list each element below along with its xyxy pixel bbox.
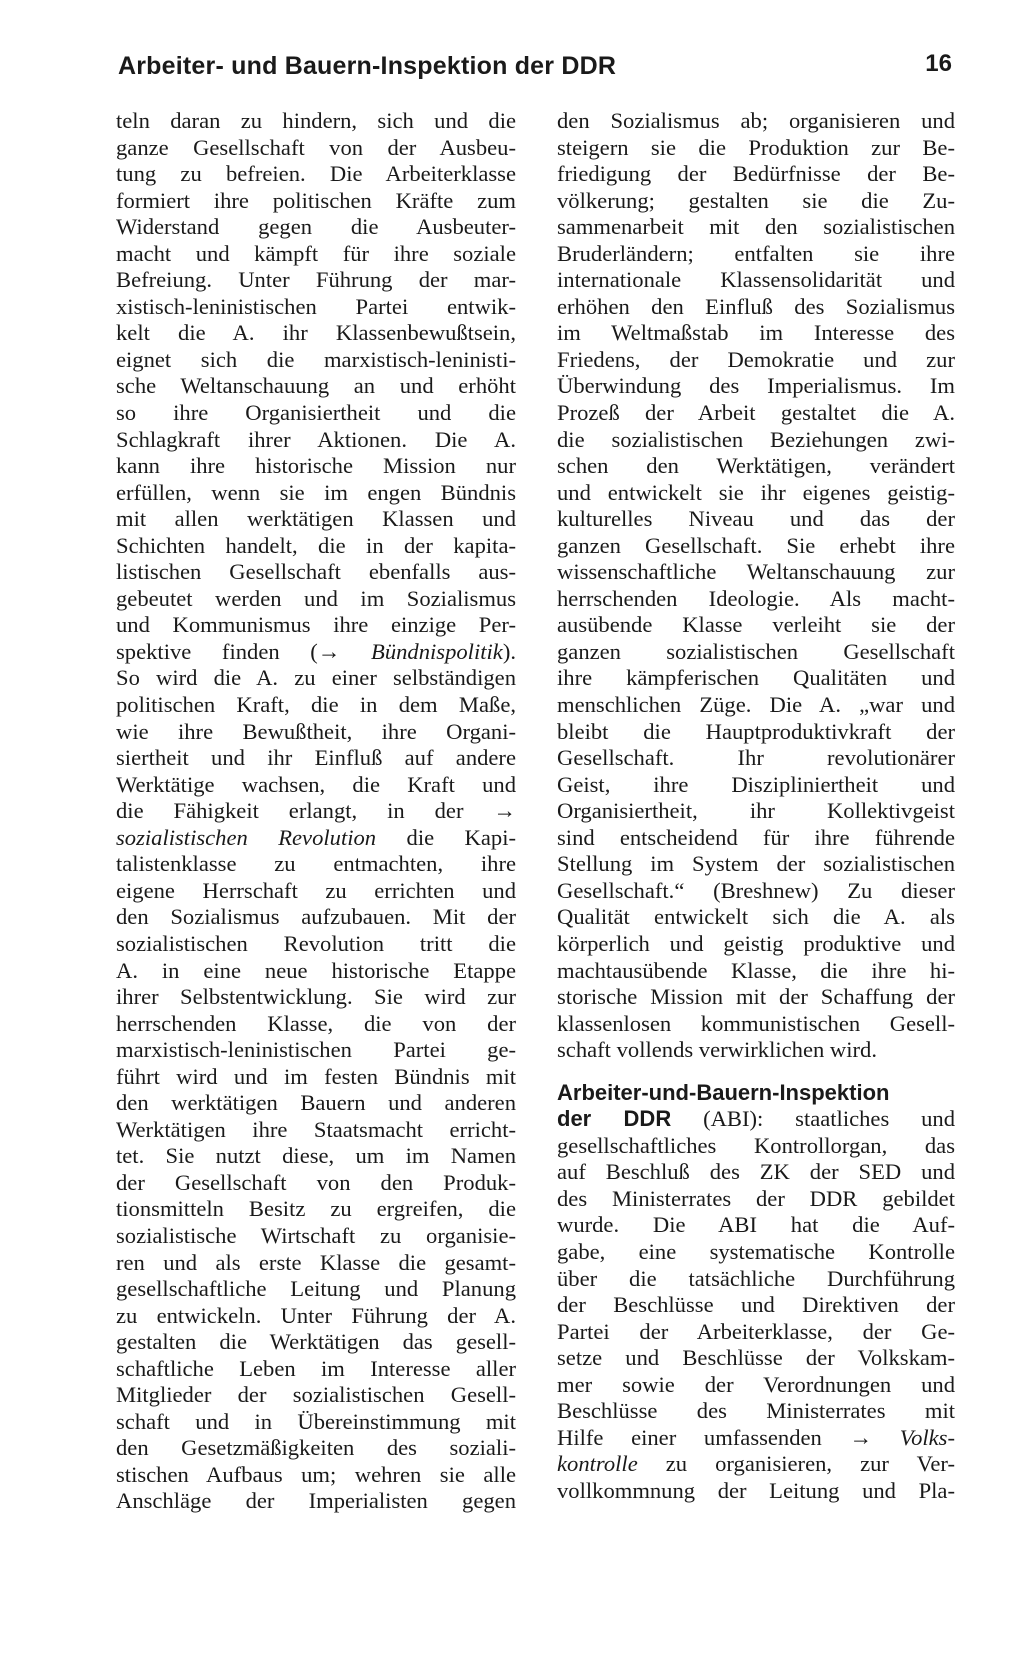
text-line: den Gesetzmäßigkeiten des soziali- — [116, 1435, 516, 1461]
text-line: Schlagkraft ihrer Aktionen. Die A. — [116, 426, 516, 452]
text-line: sozialistische Wirtschaft zu organisie- — [116, 1222, 516, 1248]
text-line: herrschenden Klasse, die von der — [116, 1010, 516, 1036]
text-line — [116, 639, 516, 666]
text-line: storische Mission mit der Schaffung der — [557, 984, 955, 1010]
text-line: vollkommnung der Leitung und Pla- — [557, 1477, 955, 1503]
text-line: erhöhen den Einfluß des Sozialismus — [557, 293, 955, 319]
text-line: tung zu befreien. Die Arbeiterklasse — [116, 161, 516, 187]
text-line: xistisch-leninistischen Partei entwik- — [116, 293, 516, 319]
text-line: bleibt die Hauptproduktivkraft der — [557, 718, 955, 744]
text-line: tionsmitteln Besitz zu ergreifen, die — [116, 1196, 516, 1222]
text-line: Überwindung des Imperialismus. Im — [557, 373, 955, 399]
text-line: eignet sich die marxistisch-leninisti- — [116, 346, 516, 372]
text-line: gesellschaftliches Kontrollorgan, das — [557, 1132, 955, 1158]
cross-reference: Bündnispolitik — [371, 638, 503, 664]
text-line: kulturelles Niveau und das der — [557, 506, 955, 532]
text-line: teln daran zu hindern, sich und die — [116, 108, 516, 133]
entry-headword: Arbeiter-und-Bauern-Inspektion — [557, 1079, 890, 1105]
text-line: den Sozialismus aufzubauen. Mit der — [116, 904, 516, 930]
text-line: und entwickelt sie ihr eigenes geistig- — [557, 479, 955, 505]
right-text-column — [557, 108, 955, 1504]
text-line: ganzen Gesellschaft. Sie erhebt ihre — [557, 532, 955, 558]
text-line: sche Weltanschauung an und erhöht — [116, 373, 516, 399]
text-line: ganzen sozialistischen Gesellschaft — [557, 638, 955, 664]
page-number: 16 — [925, 50, 952, 77]
text-line: listischen Gesellschaft ebenfalls aus- — [116, 559, 516, 585]
text-line: sozialistischen Revolution tritt die — [116, 930, 516, 956]
text-line: marxistisch-leninistischen Partei ge- — [116, 1037, 516, 1063]
text-line: im Weltmaßstab im Interesse des — [557, 320, 955, 346]
text-line: Stellung im System der sozialistischen — [557, 851, 955, 877]
text-line: Gesellschaft. Ihr revolutionärer — [557, 745, 955, 771]
text-line: die sozialistischen Beziehungen zwi- — [557, 426, 955, 452]
text-line: gebeutet werden und im Sozialismus — [116, 585, 516, 611]
text-line: politischen Kraft, die in dem Maße, — [116, 692, 516, 718]
text-line: schaftliche Leben im Interesse aller — [116, 1355, 516, 1381]
text-line: herrschenden Ideologie. Als macht- — [557, 585, 955, 611]
running-header-title: Arbeiter- und Bauern-Inspektion der DDR — [118, 52, 617, 80]
text-line: So wird die A. zu einer selbständigen — [116, 665, 516, 691]
text-line: wurde. Die ABI hat die Auf- — [557, 1212, 955, 1238]
text-line: macht und kämpft für ihre soziale — [116, 240, 516, 266]
text-line: machtausübende Klasse, die ihre hi- — [557, 957, 955, 983]
entry-headword-line — [557, 1080, 955, 1107]
text-line: internationale Klassensolidarität und — [557, 267, 955, 293]
cross-reference: Volks- — [899, 1424, 955, 1450]
text-line: Qualität entwickelt sich die A. als — [557, 904, 955, 930]
text-line: sammenarbeit mit den sozialistischen — [557, 214, 955, 240]
text-line: Mitglieder der sozialistischen Gesell- — [116, 1382, 516, 1408]
text-line: Widerstand gegen die Ausbeuter- — [116, 214, 516, 240]
text-line: den Sozialismus ab; organisieren und — [557, 108, 955, 133]
text-line: gesellschaftliche Leitung und Planung — [116, 1276, 516, 1302]
text-line: und Kommunismus ihre einzige Per- — [116, 612, 516, 638]
line-text: spektive finden (→ — [116, 638, 372, 664]
text-line: mit allen werktätigen Klassen und — [116, 506, 516, 532]
line-text: ). — [502, 638, 516, 664]
text-line: Werktätige wachsen, die Kraft und — [116, 771, 516, 797]
text-line: die Fähigkeit erlangt, in der → — [116, 798, 516, 824]
text-line: den werktätigen Bauern und anderen — [116, 1090, 516, 1116]
text-line: kann ihre historische Mission nur — [116, 453, 516, 479]
text-line: körperlich und geistig produktive und — [557, 930, 955, 956]
text-line: auf Beschluß des ZK der SED und — [557, 1159, 955, 1185]
text-line: A. in eine neue historische Etappe — [116, 957, 516, 983]
text-line: ihre kämpferischen Qualitäten und — [557, 665, 955, 691]
text-line: führt wird und im festen Bündnis mit — [116, 1063, 516, 1089]
text-line: wie ihre Bewußtheit, ihre Organi- — [116, 718, 516, 744]
text-line: erfüllen, wenn sie im engen Bündnis — [116, 479, 516, 505]
text-line: mer sowie der Verordnungen und — [557, 1371, 955, 1397]
text-line: Organisiertheit, ihr Kollektivgeist — [557, 798, 955, 824]
text-line: ihrer Selbstentwicklung. Sie wird zur — [116, 984, 516, 1010]
text-line: Partei der Arbeiterklasse, der Ge- — [557, 1318, 955, 1344]
text-line: Schichten handelt, die in der kapita- — [116, 532, 516, 558]
line-text: Hilfe einer umfassenden → — [557, 1424, 900, 1450]
text-line: setze und Beschlüsse der Volkskam- — [557, 1345, 955, 1371]
text-line: über die tatsächliche Durchführung — [557, 1265, 955, 1291]
text-line: ganze Gesellschaft von der Ausbeu- — [116, 134, 516, 160]
text-line: eigene Herrschaft zu errichten und — [116, 877, 516, 903]
text-line: klassenlosen kommunistischen Gesell- — [557, 1010, 955, 1036]
text-line: wissenschaftliche Weltanschauung zur — [557, 559, 955, 585]
entry-definition-start: (ABI): staatliches und — [671, 1106, 955, 1132]
line-text: die Kapi- — [376, 824, 516, 850]
text-line: formiert ihre politischen Kräfte zum — [116, 187, 516, 213]
text-line: talistenklasse zu entmachten, ihre — [116, 851, 516, 877]
text-line: der Gesellschaft von den Produk- — [116, 1169, 516, 1195]
text-line: der Beschlüsse und Direktiven der — [557, 1292, 955, 1318]
text-line — [557, 1425, 955, 1452]
line-text: zu organisieren, zur Ver- — [637, 1451, 955, 1477]
text-line: Anschläge der Imperialisten gegen — [116, 1488, 516, 1514]
text-line: Werktätigen ihre Staatsmacht erricht- — [116, 1116, 516, 1142]
text-line: steigern sie die Produktion zur Be- — [557, 134, 955, 160]
entry-definition — [557, 1133, 955, 1505]
text-line: sind entscheidend für ihre führende — [557, 824, 955, 850]
text-line: so ihre Organisiertheit und die — [116, 400, 516, 426]
text-line — [557, 1451, 955, 1478]
text-line: Prozeß der Arbeit gestaltet die A. — [557, 400, 955, 426]
entry-headword-line-2 — [557, 1106, 955, 1133]
text-line: des Ministerrates der DDR gebildet — [557, 1185, 955, 1211]
text-line — [116, 825, 516, 852]
text-line: stischen Aufbaus um; wehren sie alle — [116, 1461, 516, 1487]
text-line: ausübende Klasse verleiht sie der — [557, 612, 955, 638]
text-line: friedigung der Bedürfnisse der Be- — [557, 161, 955, 187]
text-line: Bruderländern; entfalten sie ihre — [557, 240, 955, 266]
cross-reference: sozialistischen Revolution — [116, 824, 377, 850]
text-line: menschlichen Züge. Die A. „war und — [557, 692, 955, 718]
entry-headword-2: der DDR — [557, 1106, 672, 1132]
text-line: ren und als erste Klasse die gesamt- — [116, 1249, 516, 1275]
text-line: Gesellschaft.“ (Breshnew) Zu dieser — [557, 877, 955, 903]
text-line: völkerung; gestalten sie die Zu- — [557, 187, 955, 213]
text-line: kelt die A. ihr Klassenbewußtsein, — [116, 320, 516, 346]
entry-continuation — [557, 108, 955, 1064]
text-line: schaft vollends verwirklichen wird. — [557, 1037, 877, 1063]
text-line: schen den Werktätigen, verändert — [557, 453, 955, 479]
text-line: Geist, ihre Diszipliniertheit und — [557, 771, 955, 797]
text-line: Befreiung. Unter Führung der mar- — [116, 267, 516, 293]
left-text-column — [116, 108, 516, 1515]
text-line: siertheit und ihr Einfluß auf andere — [116, 745, 516, 771]
text-line: gestalten die Werktätigen das gesell- — [116, 1329, 516, 1355]
text-line: schaft und in Übereinstimmung mit — [116, 1408, 516, 1434]
text-line: gabe, eine systematische Kontrolle — [557, 1238, 955, 1264]
cross-reference: kontrolle — [557, 1451, 638, 1477]
text-line: Friedens, der Demokratie und zur — [557, 346, 955, 372]
text-line: Beschlüsse des Ministerrates mit — [557, 1398, 955, 1424]
text-line: zu entwickeln. Unter Führung der A. — [116, 1302, 516, 1328]
text-line: tet. Sie nutzt diese, um im Namen — [116, 1143, 516, 1169]
